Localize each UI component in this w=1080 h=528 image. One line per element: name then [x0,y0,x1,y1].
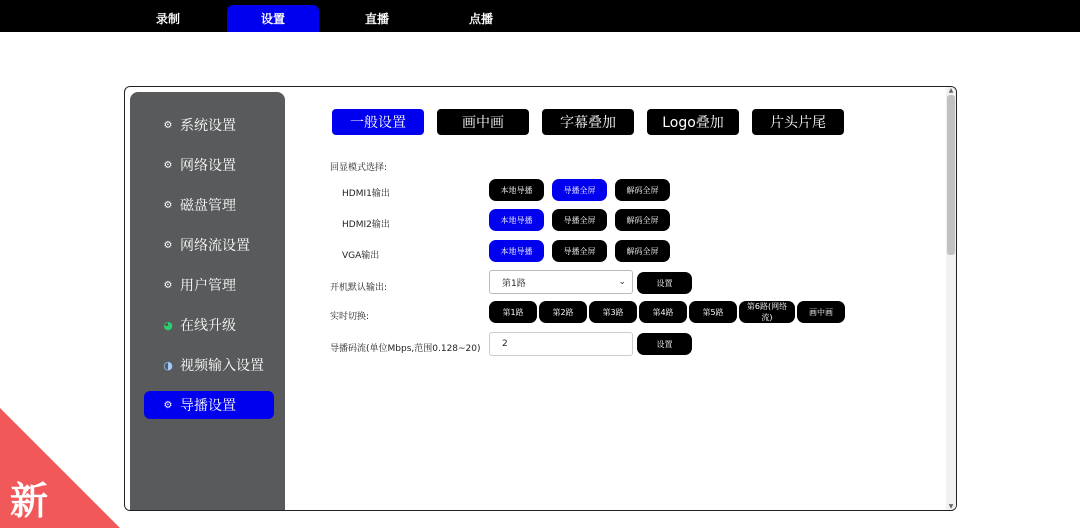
tab-vod[interactable]: 点播 [468,12,493,26]
hdmi2-local-button[interactable]: 本地导播 [489,209,544,231]
hdmi1-decode-full-button[interactable]: 解码全屏 [615,179,670,201]
new-badge-label: 新 [10,479,49,523]
bitrate-input[interactable] [489,332,633,356]
default-output-set-button[interactable]: 设置 [637,272,692,294]
switch-pip-button[interactable]: 画中画 [797,301,845,323]
gear-icon: ⚙ [163,279,173,291]
sidebar-item-system[interactable] [144,111,274,139]
hdmi1-label: HDMI1输出 [342,189,390,199]
sidebar-item-label: 视频输入设置 [180,358,264,374]
sidebar-item-label: 磁盘管理 [180,198,236,214]
sidebar-item-stream[interactable] [144,231,274,259]
hdmi2-director-full-button[interactable]: 导播全屏 [552,209,607,231]
scroll-down-icon[interactable]: ▼ [948,503,954,510]
default-output-value: 第1路 [502,278,526,289]
sidebar-item-upgrade[interactable] [144,311,274,339]
bitrate-value: 2 [502,339,508,349]
display-mode-label: 回显模式选择: [330,163,388,173]
sidebar-item-disk[interactable] [144,191,274,219]
switch-channel-3-button[interactable]: 第3路 [589,301,637,323]
bitrate-set-button[interactable]: 设置 [637,333,692,355]
hdmi2-label: HDMI2输出 [342,220,390,230]
sidebar-item-label: 用户管理 [180,278,236,294]
sidebar-item-director[interactable] [144,391,274,419]
default-output-label: 开机默认输出: [330,283,388,293]
gear-icon: ⚙ [163,119,173,131]
top-navigation [0,0,1080,32]
hdmi1-local-button[interactable]: 本地导播 [489,179,544,201]
default-output-select[interactable] [489,270,633,294]
settings-panel [124,86,957,511]
sidebar-item-label: 系统设置 [180,118,236,134]
realtime-switch-label: 实时切换: [330,312,370,322]
vga-director-full-button[interactable]: 导播全屏 [552,240,607,262]
hdmi2-decode-full-button[interactable]: 解码全屏 [615,209,670,231]
sidebar-item-label: 导播设置 [180,398,236,414]
switch-channel-2-button[interactable]: 第2路 [539,301,587,323]
sidebar-item-users[interactable] [144,271,274,299]
sidebar [130,92,285,511]
sidebar-item-label: 网络流设置 [180,238,250,254]
sidebar-item-label: 网络设置 [180,158,236,174]
sidebar-item-video-input[interactable] [144,351,274,379]
subtitle-overlay-button[interactable]: 字幕叠加 [542,109,634,135]
scrollbar-thumb[interactable] [947,95,955,255]
general-settings-button[interactable]: 一般设置 [332,109,424,135]
hdmi1-director-full-button[interactable]: 导播全屏 [552,179,607,201]
vga-local-button[interactable]: 本地导播 [489,240,544,262]
gear-icon: ⚙ [163,239,173,251]
tab-record[interactable]: 录制 [155,12,180,26]
logo-overlay-button[interactable]: Logo叠加 [647,109,739,135]
vga-label: VGA输出 [342,251,380,261]
gear-icon: ⚙ [163,199,173,211]
switch-channel-4-button[interactable]: 第4路 [639,301,687,323]
switch-channel-5-button[interactable]: 第5路 [689,301,737,323]
gear-icon: ⚙ [163,159,173,171]
sidebar-item-network[interactable] [144,151,274,179]
scroll-up-icon[interactable]: ▲ [948,87,954,94]
refresh-icon: ◕ [163,318,173,332]
scrollbar[interactable] [946,87,956,510]
tab-live[interactable]: 直播 [364,12,389,26]
switch-channel-6-network-button[interactable]: 第6路(网络流) [739,301,795,323]
content-area [285,87,946,510]
tab-settings[interactable]: 设置 [227,5,319,32]
sidebar-item-label: 在线升级 [180,318,236,334]
vga-decode-full-button[interactable]: 解码全屏 [615,240,670,262]
chevron-down-icon: ⌄ [618,277,626,287]
switch-channel-1-button[interactable]: 第1路 [489,301,537,323]
globe-icon: ◑ [163,358,173,372]
intro-outro-button[interactable]: 片头片尾 [752,109,844,135]
gear-icon: ⚙ [163,399,173,411]
pip-button[interactable]: 画中画 [437,109,529,135]
bitrate-label: 导播码流(单位Mbps,范围0.128~20) [330,344,481,354]
